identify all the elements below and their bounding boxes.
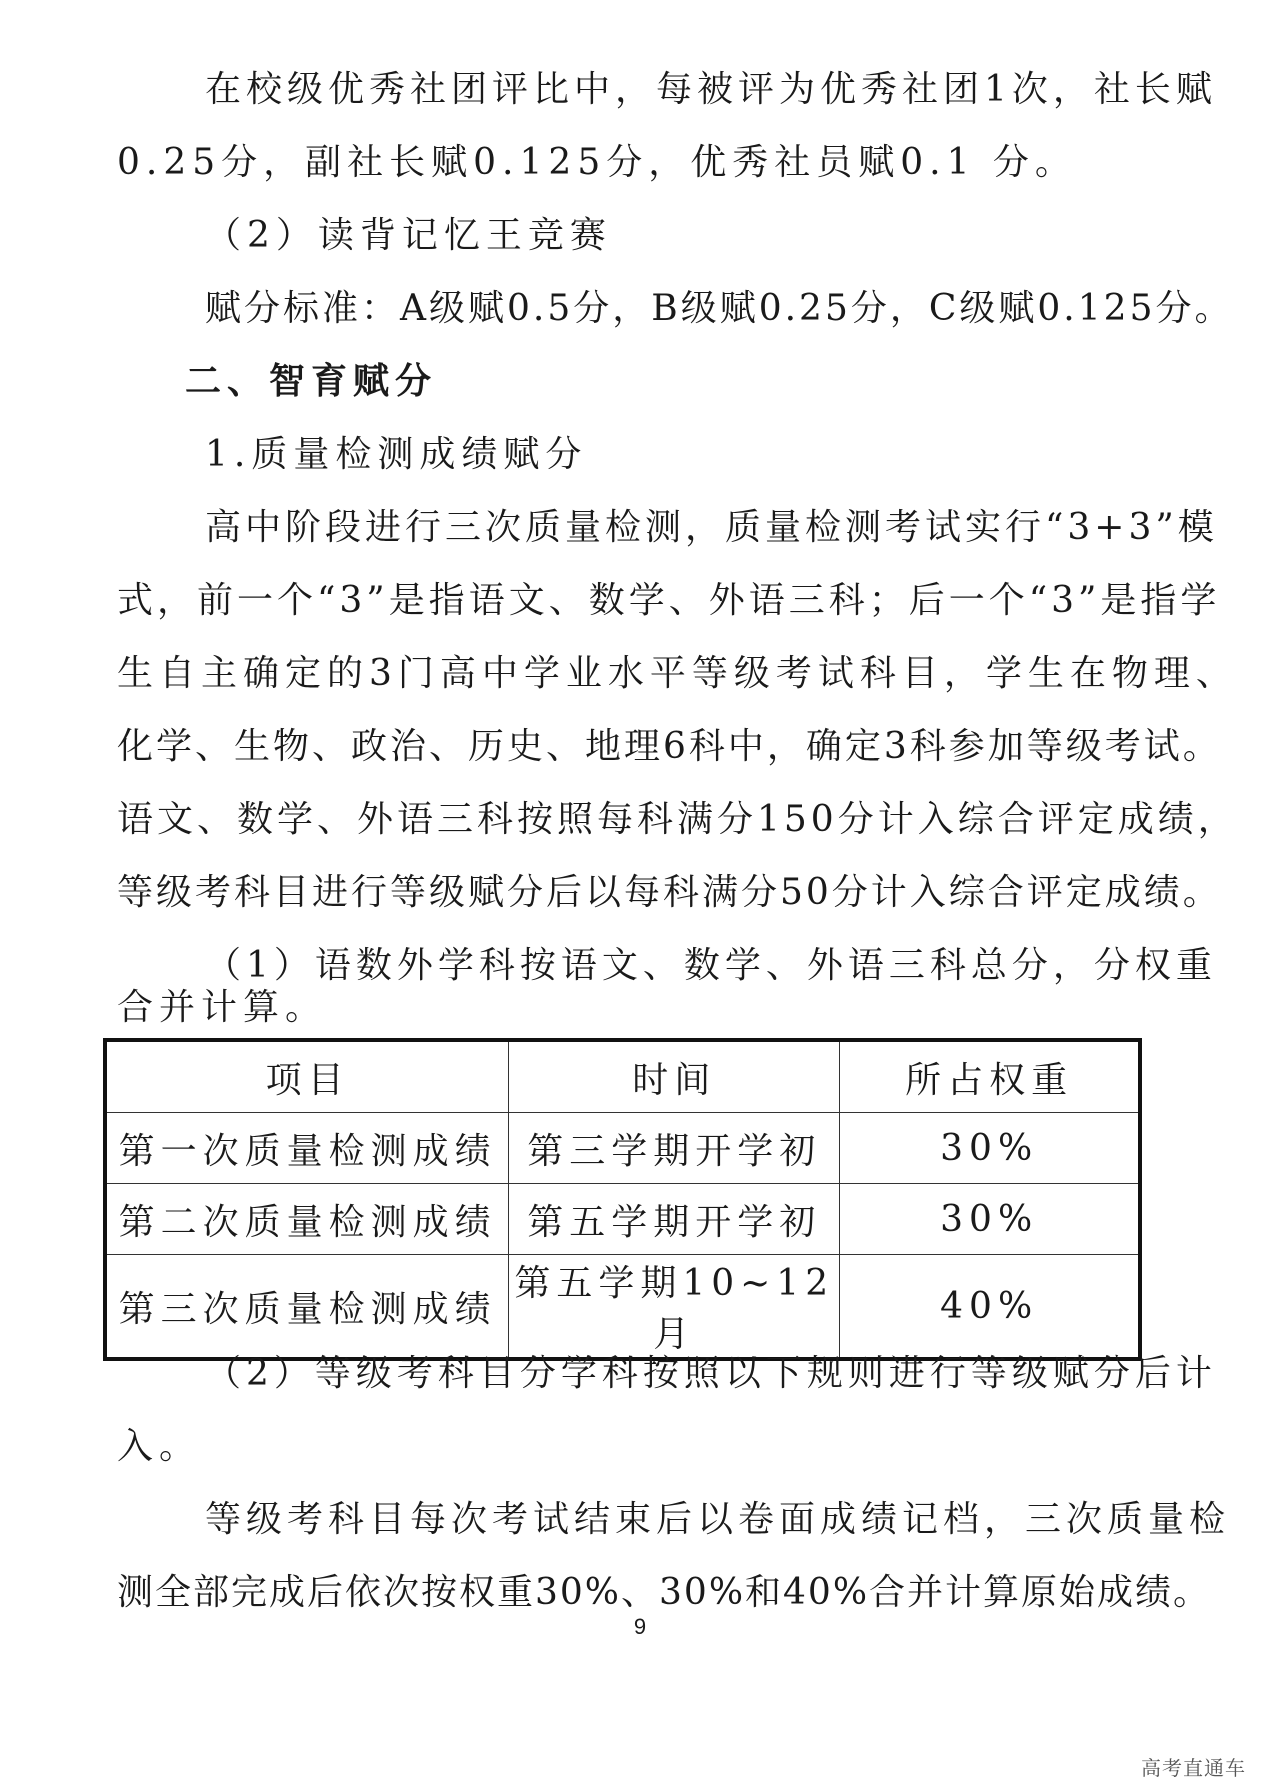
table-cell: 第一次质量检测成绩 (105, 1113, 509, 1184)
paragraph-line: 赋分标准：A级赋0.5分，B级赋0.25分，C级赋0.125分。 (205, 288, 1234, 329)
table-row (105, 1113, 1140, 1184)
watermark: 高考直通车 (1141, 1758, 1246, 1780)
paragraph-line: 入。 (117, 1426, 202, 1467)
paragraph-line: 化学、生物、政治、历史、地理6科中，确定3科参加等级考试。 (117, 726, 1222, 767)
table-header-row (105, 1040, 1140, 1113)
paragraph-line: 测全部完成后依次按权重30%、30%和40%合并计算原始成绩。 (117, 1572, 1212, 1613)
paragraph-line: 生自主确定的3门高中学业水平等级考试科目，学生在物理、 (117, 653, 1238, 694)
paragraph-line: （1）语数外学科按语文、数学、外语三科总分，分权重 (205, 945, 1217, 986)
table-cell: 40% (840, 1255, 1140, 1360)
table-cell: 第三次质量检测成绩 (105, 1255, 509, 1360)
section-heading: 二、智育赋分 (185, 361, 438, 402)
paragraph-line: 等级考科目每次考试结束后以卷面成绩记档，三次质量检 (205, 1499, 1231, 1540)
table-cell: 第二次质量检测成绩 (105, 1184, 509, 1255)
table-row (105, 1255, 1140, 1360)
weight-table (103, 1038, 1142, 1361)
column-header: 所占权重 (840, 1040, 1140, 1113)
paragraph-line: 合并计算。 (117, 987, 328, 1028)
paragraph-line: 高中阶段进行三次质量检测，质量检测考试实行“3+3”模 (205, 507, 1218, 548)
table-row (105, 1184, 1140, 1255)
table-cell: 第五学期开学初 (509, 1184, 840, 1255)
paragraph-line: 语文、数学、外语三科按照每科满分150分计入综合评定成绩， (117, 799, 1238, 840)
table-cell: 第三学期开学初 (509, 1113, 840, 1184)
subheading: （2）读背记忆王竞赛 (205, 215, 612, 256)
paragraph-line: （2）等级考科目分学科按照以下规则进行等级赋分后计 (205, 1353, 1217, 1394)
paragraph-line: 式，前一个“3”是指语文、数学、外语三科；后一个“3”是指学 (117, 580, 1221, 621)
paragraph-line: 等级考科目进行等级赋分后以每科满分50分计入综合评定成绩。 (117, 872, 1222, 913)
table-cell: 30% (840, 1113, 1140, 1184)
paragraph-line: 0.25分，副社长赋0.125分，优秀社员赋0.1 分。 (117, 142, 1077, 183)
subheading: 1.质量检测成绩赋分 (205, 434, 588, 475)
paragraph-line: 在校级优秀社团评比中，每被评为优秀社团1次，社长赋 (205, 69, 1217, 110)
table-cell: 30% (840, 1184, 1140, 1255)
column-header: 时间 (509, 1040, 840, 1113)
page-number: 9 (633, 1614, 647, 1639)
table-cell: 第五学期10~12月 (509, 1255, 840, 1360)
column-header: 项目 (105, 1040, 509, 1113)
